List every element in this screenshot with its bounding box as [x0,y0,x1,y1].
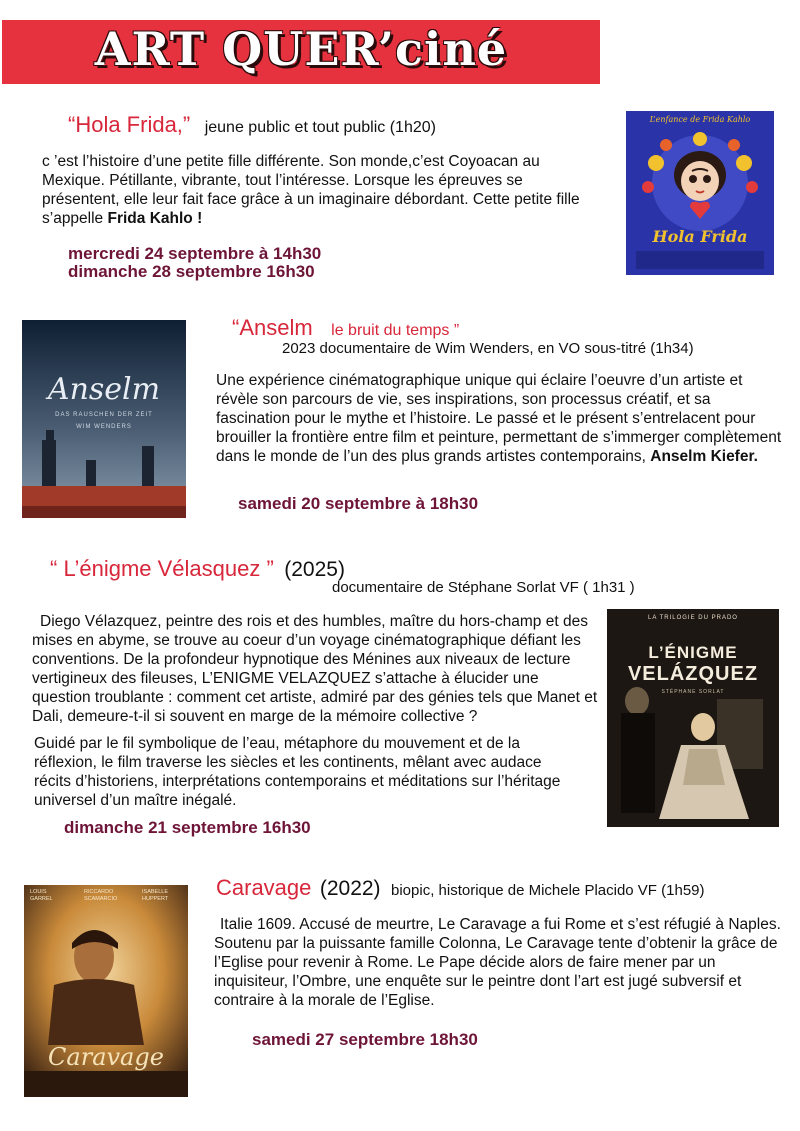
film-1-poster-title: Hola Frida [652,227,748,246]
film-1-heading [68,112,436,138]
film-2-description-text: Une expérience cinématographique unique qui éclaire l’oeuvre d’un artiste et révèle son parcours de vie, ses inspirations, son processus créatif, et sa fascination pour le mythe et l’histoire. Le passé et le présent s’entrelacent pour brouiller la frontière entre film et peinture, permettant de s’immerger complètement dans le monde de l’un des plus grands artistes contemporains, [216,372,782,465]
film-3-subtitle: documentaire de Stéphane Sorlat VF ( 1h31 ) [332,579,635,596]
velazquez-poster-art [607,609,779,827]
film-1-description-text: c ’est l’histoire d’une petite fille différente. Son monde,c’est Coyoacan au Mexique. Pétillante, vibrante, tout l’intéresse. Lorsque les épreuves se présentent, elle leur fait face grâce à un imaginaire débordant. Cette petite fille s’appelle [42,153,580,227]
film-3-description-2: Guidé par le fil symbolique de l’eau, métaphore du mouvement et de la réflexion, le film traverse les siècles et les continents, mêlant avec audace récits d’historiens, interprétations contemporains et méditations sur l’héritage universel d’un maître inégalé. [34,735,561,809]
film-1-description-bold: Frida Kahlo ! [107,210,203,227]
film-2-heading [232,315,459,341]
film-3-heading [50,556,345,582]
film-3-description: Diego Vélazquez, peintre des rois et des humbles, maître du hors-champ et des mises en abyme, se trouve au coeur d’un voyage cinématographique défiant les conventions. De la profondeur hypnotique des Ménines aux niveaux de lecture vertigineux des fileuses, L’ENIGME VELAZQUEZ s’attache à élucider une question troublante : comment cet artiste, admiré par des génies tels que Manet et Dali, demeure-t-il si souvent en marge de la mémoire collective ? [32,613,598,725]
film-2-date-1: samedi 20 septembre à 18h30 [238,494,479,513]
film-4-poster-actor-1: LOUIS GARREL [30,889,53,902]
film-1-poster-top-text: L’enfance de Frida Kahlo [649,115,751,124]
film-2-description-bold: Anselm Kiefer. [650,448,758,465]
film-2-poster-subtitle: DAS RAUSCHEN DER ZEIT [55,412,153,418]
film-2-description [216,371,784,466]
film-4-title-suffix: (2022) [319,877,381,900]
film-4-date-1: samedi 27 septembre 18h30 [252,1030,478,1049]
film-2-subtitle: 2023 documentaire de Wim Wenders, en VO sous-titré (1h34) [282,340,694,357]
film-4-poster-actor-3: ISABELLE HUPPERT [142,889,169,902]
film-3-poster [607,609,779,827]
film-2-poster [22,320,186,518]
header-banner [2,20,600,84]
hola-frida-poster-art [626,111,774,275]
film-2-title-suffix: le bruit du temps ” [331,322,460,339]
film-3-title: “ L’énigme Vélasquez ” [50,556,274,581]
film-1-description [42,152,590,228]
film-3-poster-top-text: LA TRILOGIE DU PRADO [648,615,738,621]
film-1-date-2: dimanche 28 septembre 16h30 [68,262,315,281]
film-4-subtitle: biopic, historique de Michele Placido VF (1h59) [391,882,705,899]
film-2-poster-credit: WIM WENDERS [76,424,132,430]
film-1-date-1: mercredi 24 septembre à 14h30 [68,244,322,263]
film-4-poster-actor-2: RICCARDO SCAMARCIO [84,889,118,902]
film-2-title: “Anselm [232,315,313,340]
anselm-poster-art [22,320,186,518]
film-2-poster-title: Anselm [47,372,161,407]
film-1-subtitle: jeune public et tout public (1h20) [204,119,436,136]
film-4-poster [24,885,188,1097]
film-1-poster [626,111,774,275]
page-title: ART QUER’ciné [94,22,508,76]
film-4-title: Caravage [216,875,312,900]
film-3-title-suffix: (2025) [284,558,345,581]
film-4-heading [216,875,705,901]
film-3-poster-credit: STÉPHANE SORLAT [661,689,725,695]
film-4-description: Italie 1609. Accusé de meurtre, Le Caravage a fui Rome et s’est réfugié à Naples. Soutenu par la puissante famille Colonna, Le Caravage tente d’obtenir la grâce de l’Eglise pour revenir à Rome. Le Pape décide alors de faire mener par un inquisiteur, l’Ombre, une enquête sur le peintre dont l’art est jugé subversif et contraire à la morale de l’Eglise. [214,916,781,1009]
film-1-title: “Hola Frida,” [68,112,191,137]
film-3-date-1: dimanche 21 septembre 16h30 [64,818,311,837]
film-3-poster-title-1: L’ÉNIGME [648,643,738,662]
film-3-poster-title-2: VELÁZQUEZ [627,663,759,685]
film-4-poster-title: Caravage [48,1043,164,1071]
